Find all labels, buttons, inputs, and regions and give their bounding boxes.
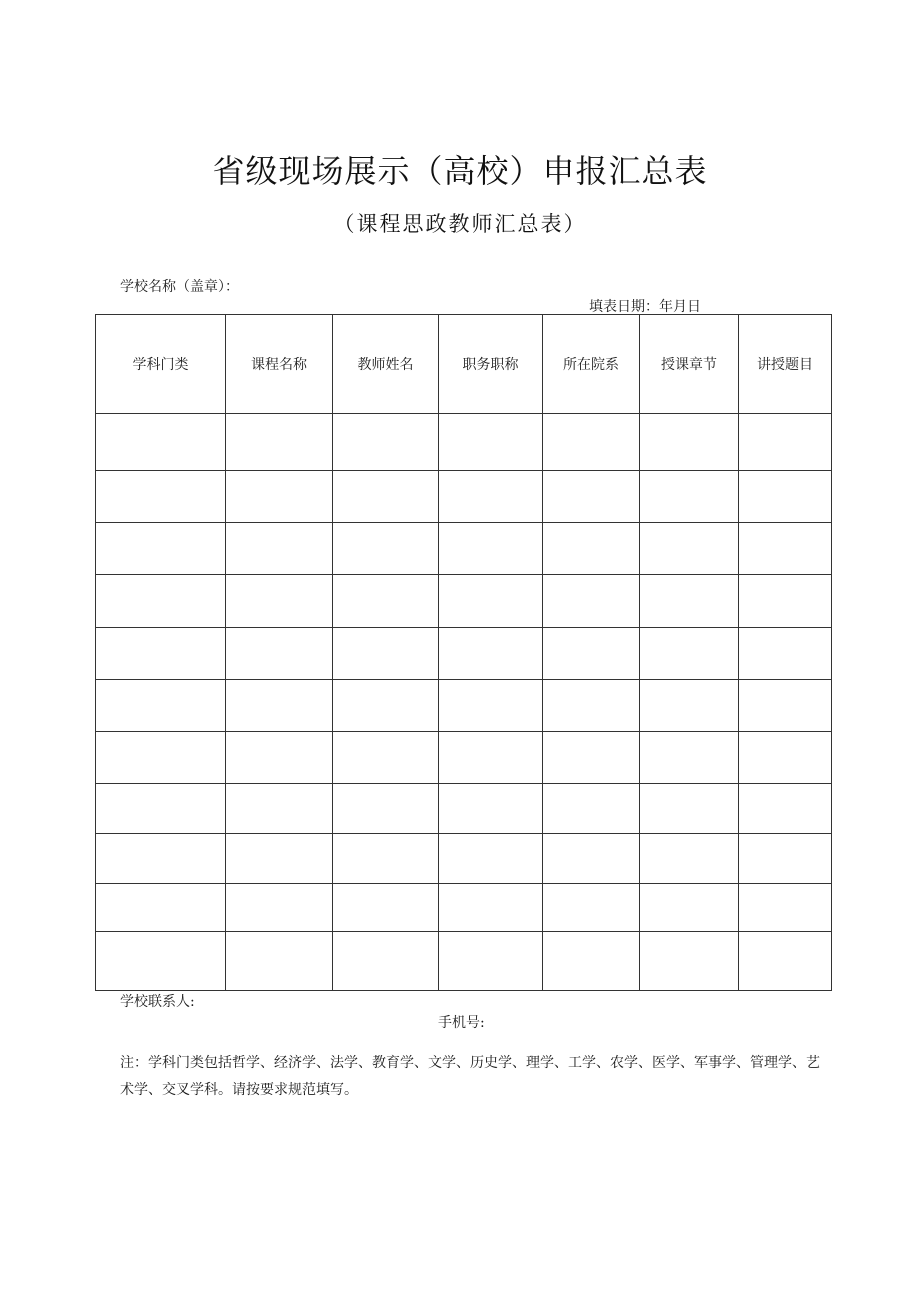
- column-header-department: 所在院系: [543, 315, 640, 414]
- table-cell[interactable]: [439, 784, 543, 834]
- table-cell[interactable]: [640, 784, 739, 834]
- table-header-row: [96, 315, 832, 414]
- table-cell[interactable]: [543, 414, 640, 471]
- table-cell[interactable]: [439, 575, 543, 628]
- fill-date-label: 填表日期：年月日: [589, 299, 701, 315]
- table-cell[interactable]: [439, 884, 543, 932]
- table-cell[interactable]: [543, 471, 640, 523]
- table-cell[interactable]: [543, 834, 640, 884]
- table-row: [96, 471, 832, 523]
- table-cell[interactable]: [96, 523, 226, 575]
- table-cell[interactable]: [96, 471, 226, 523]
- table-cell[interactable]: [96, 784, 226, 834]
- table-cell[interactable]: [226, 834, 333, 884]
- table-cell[interactable]: [333, 932, 439, 991]
- table-cell[interactable]: [640, 884, 739, 932]
- table-cell[interactable]: [96, 732, 226, 784]
- table-cell[interactable]: [96, 628, 226, 680]
- table-row: [96, 834, 832, 884]
- table-row: [96, 884, 832, 932]
- table-cell[interactable]: [543, 628, 640, 680]
- table-cell[interactable]: [439, 414, 543, 471]
- table-cell[interactable]: [640, 628, 739, 680]
- table-cell[interactable]: [333, 414, 439, 471]
- table-row: [96, 414, 832, 471]
- column-header-teacher-name: 教师姓名: [333, 315, 439, 414]
- table-cell[interactable]: [439, 732, 543, 784]
- table-cell[interactable]: [439, 471, 543, 523]
- table-cell[interactable]: [333, 784, 439, 834]
- table-cell[interactable]: [640, 732, 739, 784]
- table-cell[interactable]: [333, 628, 439, 680]
- table-cell[interactable]: [333, 680, 439, 732]
- table-cell[interactable]: [739, 414, 832, 471]
- table-cell[interactable]: [439, 834, 543, 884]
- table-row: [96, 575, 832, 628]
- table-cell[interactable]: [739, 575, 832, 628]
- table-cell[interactable]: [640, 932, 739, 991]
- table-cell[interactable]: [640, 471, 739, 523]
- table-cell[interactable]: [333, 732, 439, 784]
- table-cell[interactable]: [739, 680, 832, 732]
- table-cell[interactable]: [739, 523, 832, 575]
- table-cell[interactable]: [333, 884, 439, 932]
- table-cell[interactable]: [543, 575, 640, 628]
- table-cell[interactable]: [96, 834, 226, 884]
- table-cell[interactable]: [739, 884, 832, 932]
- table-cell[interactable]: [543, 784, 640, 834]
- table-cell[interactable]: [543, 732, 640, 784]
- table-cell[interactable]: [543, 932, 640, 991]
- table-cell[interactable]: [226, 680, 333, 732]
- column-header-course-name: 课程名称: [226, 315, 333, 414]
- table-row: [96, 932, 832, 991]
- table-row: [96, 784, 832, 834]
- table-cell[interactable]: [96, 680, 226, 732]
- page-subtitle: （课程思政教师汇总表）: [333, 212, 587, 236]
- table-cell[interactable]: [226, 784, 333, 834]
- table-cell[interactable]: [739, 784, 832, 834]
- table-row: [96, 628, 832, 680]
- table-cell[interactable]: [543, 523, 640, 575]
- table-cell[interactable]: [226, 884, 333, 932]
- table-cell[interactable]: [739, 834, 832, 884]
- table-cell[interactable]: [96, 932, 226, 991]
- summary-table: [95, 314, 832, 991]
- table-cell[interactable]: [543, 680, 640, 732]
- table-cell[interactable]: [96, 575, 226, 628]
- table-cell[interactable]: [96, 884, 226, 932]
- footnote: 注：学科门类包括哲学、经济学、法学、教育学、文学、历史学、理学、工学、农学、医学、军事学、管理学、艺术学、交叉学科。请按要求规范填写。: [120, 1055, 820, 1098]
- table-cell[interactable]: [640, 575, 739, 628]
- table-row: [96, 732, 832, 784]
- table-cell[interactable]: [226, 628, 333, 680]
- table-cell[interactable]: [226, 932, 333, 991]
- table-cell[interactable]: [333, 523, 439, 575]
- table-cell[interactable]: [640, 680, 739, 732]
- table-cell[interactable]: [226, 732, 333, 784]
- table-cell[interactable]: [543, 884, 640, 932]
- table-cell[interactable]: [333, 834, 439, 884]
- table-cell[interactable]: [439, 680, 543, 732]
- table-cell[interactable]: [439, 628, 543, 680]
- table-cell[interactable]: [226, 471, 333, 523]
- table-cell[interactable]: [226, 575, 333, 628]
- school-name-label: 学校名称（盖章）：: [120, 279, 239, 295]
- table-cell[interactable]: [333, 471, 439, 523]
- table-cell[interactable]: [640, 834, 739, 884]
- school-contact-label: 学校联系人:: [120, 994, 195, 1010]
- table-cell[interactable]: [739, 471, 832, 523]
- table-body: [96, 414, 832, 991]
- table-cell[interactable]: [739, 732, 832, 784]
- column-header-subject-category: 学科门类: [96, 315, 226, 414]
- table-cell[interactable]: [333, 575, 439, 628]
- column-header-chapter: 授课章节: [640, 315, 739, 414]
- table-cell[interactable]: [439, 932, 543, 991]
- table-row: [96, 523, 832, 575]
- table-cell[interactable]: [739, 628, 832, 680]
- table-cell[interactable]: [96, 414, 226, 471]
- table-cell[interactable]: [640, 523, 739, 575]
- table-cell[interactable]: [640, 414, 739, 471]
- column-header-lecture-topic: 讲授题目: [739, 315, 832, 414]
- table-cell[interactable]: [226, 414, 333, 471]
- table-cell[interactable]: [226, 523, 333, 575]
- column-header-position-title: 职务职称: [439, 315, 543, 414]
- page-title: 省级现场展示（高校）申报汇总表: [212, 152, 708, 190]
- table-cell[interactable]: [739, 932, 832, 991]
- table-cell[interactable]: [439, 523, 543, 575]
- phone-label: 手机号:: [438, 1015, 485, 1031]
- table-row: [96, 680, 832, 732]
